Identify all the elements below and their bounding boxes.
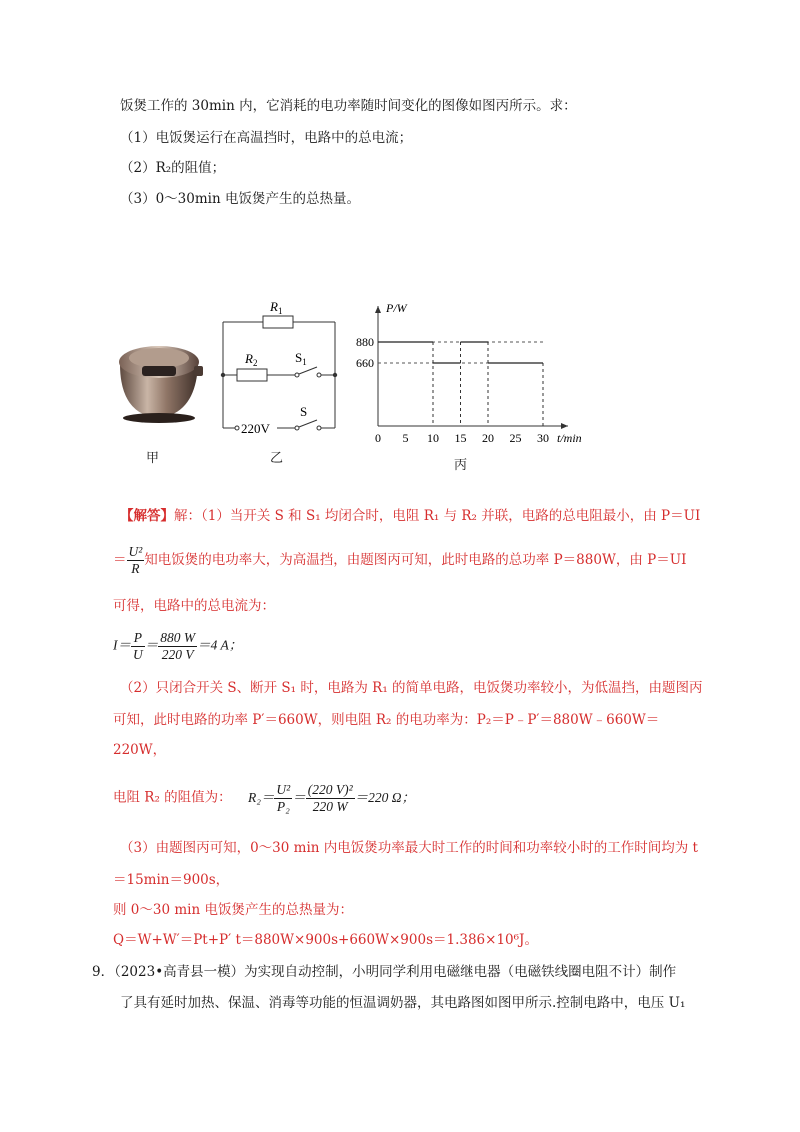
x-tick-label: 30 <box>537 431 549 445</box>
figure-label-bing: 丙 <box>454 458 468 473</box>
solution-l1-text: 解：（1）当开关 S 和 S₁ 均闭合时，电阻 R₁ 与 R₂ 并联，电路的总电阻最小，由 P＝UI <box>174 508 701 524</box>
intro-line: 饭煲工作的 30min 内，它消耗的电功率随时间变化的图像如图丙所示。求： <box>120 98 577 114</box>
eq-r2-lhs: R₂＝ <box>247 789 275 805</box>
solution-line-7: 220W， <box>113 742 167 758</box>
solution-line-10: ＝15min＝900s， <box>113 872 230 888</box>
fraction-denominator: 220 V <box>161 647 194 662</box>
solution-line-11: 则 0～30 min 电饭煲产生的总热量为： <box>113 902 353 918</box>
eq-result: ＝220 Ω； <box>354 789 416 805</box>
solution-line-2 <box>113 544 686 577</box>
figure-label-yi: 乙 <box>270 451 284 466</box>
fraction-denominator: 220 W <box>312 799 348 814</box>
x-axis-arrow <box>561 423 568 429</box>
x-tick-label: 5 <box>402 431 409 445</box>
rice-cooker-image <box>112 326 207 426</box>
question-3: （3）0～30min 电饭煲产生的总热量。 <box>120 191 360 207</box>
fraction-880-220 <box>158 630 197 663</box>
solution-line-3: 可得，电路中的总电流为： <box>113 598 275 614</box>
fraction-numerator: U² <box>276 782 291 797</box>
current-equation <box>113 630 242 663</box>
solution-l8-text: 电阻 R₂ 的阻值为： <box>113 789 232 806</box>
power-time-chart <box>340 296 610 456</box>
circuit-diagram <box>215 296 345 441</box>
fraction-numerator: (220 V)² <box>307 782 353 797</box>
x-tick-label: 15 <box>454 431 467 445</box>
y-axis-label: P/W <box>386 301 407 315</box>
problem-9-line-1: 9．（2023•高青县一模）为实现自动控制，小明同学利用电磁继电器（电磁铁线圈电阻不计）制作 <box>92 964 677 980</box>
question-1: （1）电饭煲运行在高温挡时，电路中的总电流； <box>120 130 413 146</box>
x-tick-label: 10 <box>427 431 439 445</box>
fraction-denominator: P₂ <box>276 799 290 814</box>
y-tick-label: 880 <box>356 335 374 349</box>
r2-label: $R_2$ <box>245 351 258 368</box>
eq-result: ＝4 A； <box>197 637 243 653</box>
resistor-r2 <box>237 369 267 381</box>
s1-label: $S_1$ <box>295 350 307 367</box>
solution-line-8 <box>113 782 415 815</box>
fraction-denominator: R <box>131 561 140 576</box>
y-tick-label: 660 <box>356 356 374 370</box>
x-tick-label: 25 <box>509 431 522 445</box>
x-axis-label: t/min <box>557 431 582 445</box>
figure-label-jia: 甲 <box>146 451 160 466</box>
x-tick-label: 20 <box>482 431 494 445</box>
eq-sign: ＝ <box>144 637 159 653</box>
fraction-numerator: U² <box>128 544 143 559</box>
fraction-numerator: 880 W <box>160 630 196 645</box>
x-tick-label: 0 <box>375 431 381 445</box>
fraction-220sq-220 <box>306 782 355 815</box>
y-axis-arrow <box>375 306 381 313</box>
fraction-u2-r <box>127 544 145 577</box>
voltage-label: 220V <box>241 421 270 436</box>
solution-line-6: 可知，此时电路的功率 P′＝660W，则电阻 R₂ 的电功率为：P₂＝P﹣P′＝880W﹣660W＝ <box>113 712 660 728</box>
solution-tag: 【解答】 <box>120 508 174 524</box>
fraction-p-u <box>131 630 145 663</box>
r1-label: $R_1$ <box>270 299 283 316</box>
problem-9-line-2: 了具有延时加热、保温、消毒等功能的恒温调奶器，其电路图如图甲所示.控制电路中，电压 U₁ <box>120 995 686 1011</box>
fraction-numerator: P <box>131 630 145 647</box>
question-2: （2）R₂的阻值； <box>120 160 226 176</box>
eq-sign: ＝ <box>292 789 306 805</box>
fraction-u2-p2 <box>274 782 292 815</box>
solution-line-9: （3）由题图丙可知，0～30 min 内电饭煲功率最大时工作的时间和功率较小时的工作时间均为 t <box>120 840 698 856</box>
eq-i-lhs: I＝ <box>113 637 131 653</box>
solution-line-1 <box>120 506 700 526</box>
s-label: S <box>300 404 308 419</box>
solution-line-12: Q＝W+W′＝Pt+P′ t＝880W×900s+660W×900s＝1.386×10⁶J。 <box>113 932 538 948</box>
solution-l2-rest: 知电饭煲的电功率大，为高温挡，由题图丙可知，此时电路的总功率 P＝880W，由 P＝UI <box>144 552 687 568</box>
resistance-equation <box>247 782 416 814</box>
eq-prefix: ＝ <box>113 552 127 568</box>
solution-line-5: （2）只闭合开关 S、断开 S₁ 时，电路为 R₁ 的简单电路，电饭煲功率较小，为低温挡，由题图丙 <box>120 680 703 696</box>
resistor-r1 <box>263 316 293 328</box>
fraction-denominator: U <box>133 647 143 662</box>
